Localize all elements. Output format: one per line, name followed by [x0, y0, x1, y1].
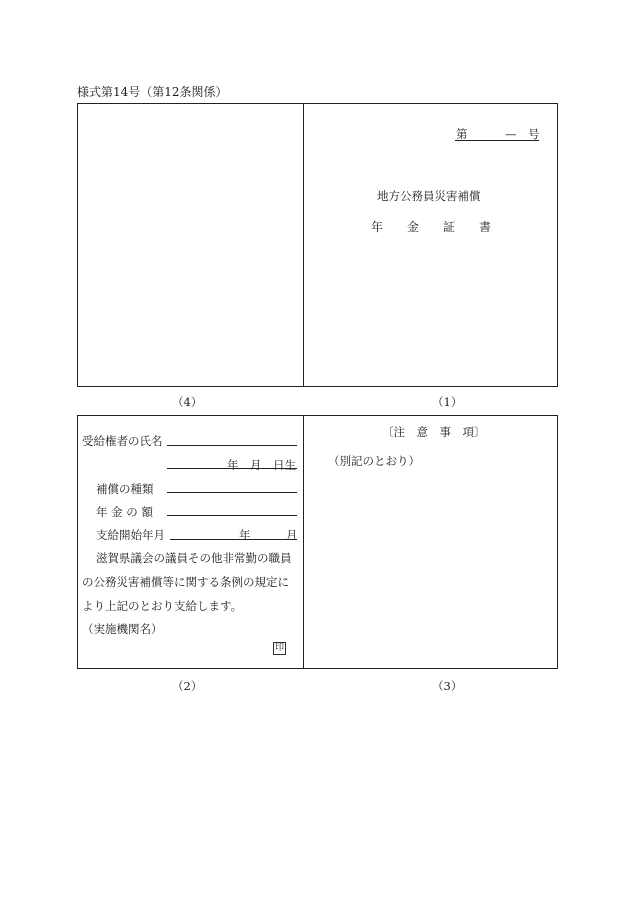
top-certificate-box	[77, 103, 558, 387]
seal-mark: 印	[274, 643, 284, 653]
panel-3-caption: （3）	[432, 679, 463, 693]
payment-start-label: 支給開始年月	[96, 528, 165, 542]
top-box-divider	[303, 103, 304, 387]
statement-line-3: より上記のとおり支給します。	[82, 599, 243, 613]
notes-reference: （別記のとおり）	[328, 454, 420, 468]
payment-start-month: 月	[286, 528, 298, 542]
statement-line-2: の公務災害補償等に関する条例の規定に	[82, 575, 289, 589]
pension-amount-label: 年 金 の 額	[96, 505, 153, 519]
certificate-number-suffix: — 号	[505, 127, 540, 141]
certificate-subtitle: 年 金 証 書	[371, 220, 492, 234]
bottom-box-divider	[303, 415, 304, 669]
form-number-label: 様式第14号（第12条関係）	[77, 85, 228, 99]
panel-4-caption: （4）	[172, 395, 203, 409]
recipient-name-label: 受給権者の氏名	[82, 434, 163, 448]
birth-date-label: 年 月 日生	[227, 458, 296, 472]
statement-line-1: 滋賀県議会の議員その他非常勤の職員	[96, 551, 292, 565]
compensation-type-field	[167, 492, 297, 493]
recipient-name-field	[167, 445, 297, 446]
certificate-number-underline	[455, 140, 539, 141]
compensation-type-label: 補償の種類	[96, 482, 154, 496]
payment-start-year: 年	[239, 528, 251, 542]
payment-start-field	[170, 539, 297, 540]
implementing-agency-label: （実施機関名）	[82, 622, 163, 636]
panel-1-caption: （1）	[432, 395, 463, 409]
certificate-title: 地方公務員災害補償	[377, 189, 481, 203]
notes-heading: 〔注 意 事 項〕	[382, 425, 486, 439]
panel-2-caption: （2）	[172, 679, 203, 693]
certificate-number-prefix: 第	[456, 127, 468, 141]
birth-date-field	[167, 468, 297, 469]
pension-amount-field	[167, 515, 297, 516]
